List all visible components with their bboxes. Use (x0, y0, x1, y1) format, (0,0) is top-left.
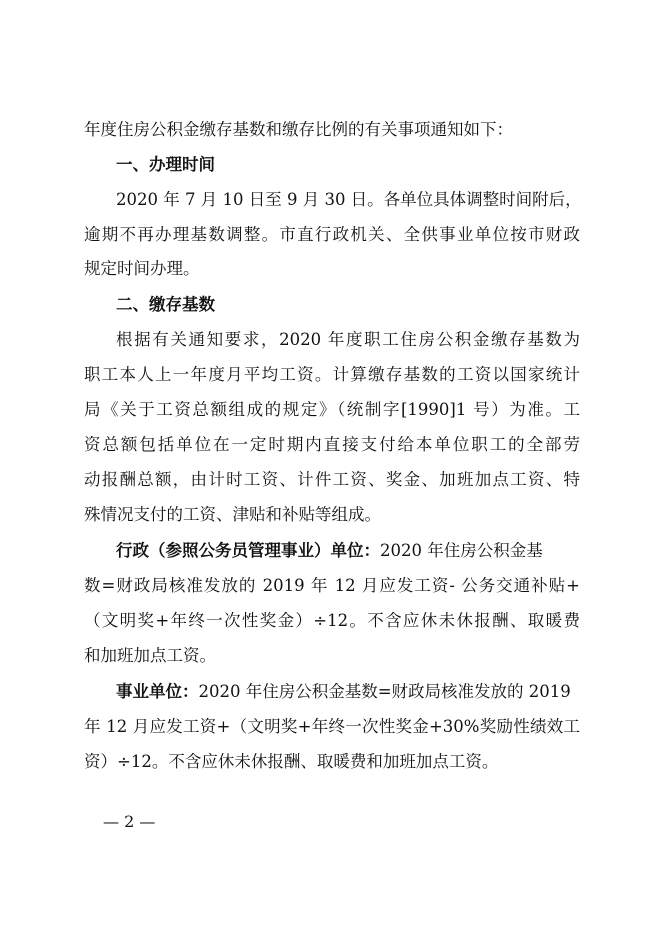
section2-line: 局《关于工资总额组成的规定》（统制字[1990]1 号）为准。工 (84, 400, 580, 419)
admin-unit-text: 2020 年住房公积金基 (380, 541, 543, 560)
section1-heading: 一、办理时间 (116, 155, 215, 174)
section2-heading: 二、缴存基数 (116, 295, 215, 314)
section1-line: 2020 年 7 月 10 日至 9 月 30 日。各单位具体调整时间附后， (116, 190, 582, 209)
admin-unit-line: （文明奖+年终一次性奖金）÷12。不含应休未休报酬、取暖费 (84, 611, 580, 630)
public-unit-text: 2020 年住房公积金基数=财政局核准发放的 2019 (198, 682, 571, 701)
admin-unit-line: 数=财政局核准发放的 2019 年 12 月应发工资- 公务交通补贴+ (84, 576, 580, 595)
section2-line: 职工本人上一年度月平均工资。计算缴存基数的工资以国家统计 (84, 365, 580, 384)
admin-unit-first-line (116, 541, 580, 561)
public-unit-first-line (116, 682, 580, 702)
section2-line: 根据有关通知要求，2020 年度职工住房公积金缴存基数为 (116, 330, 580, 349)
public-unit-line: 年 12 月应发工资+（文明奖+年终一次性奖金+30%奖励性绩效工 (84, 717, 580, 736)
section2-line: 资总额包括单位在一定时期内直接支付给本单位职工的全部劳 (84, 435, 580, 454)
page-number: — 2 — (103, 812, 156, 831)
public-unit-label: 事业单位： (116, 682, 199, 701)
section2-line: 动报酬总额，由计时工资、计件工资、奖金、加班加点工资、特 (84, 470, 580, 489)
admin-unit-label: 行政（参照公务员管理事业）单位： (116, 541, 380, 560)
section2-line: 殊情况支付的工资、津贴和补贴等组成。 (84, 505, 381, 524)
admin-unit-line: 和加班加点工资。 (84, 646, 216, 665)
public-unit-line: 资）÷12。不含应休未休报酬、取暖费和加班加点工资。 (84, 752, 499, 771)
section1-line: 规定时间办理。 (84, 259, 200, 278)
section1-line: 逾期不再办理基数调整。市直行政机关、全供事业单位按市财政 (84, 225, 580, 244)
intro-line: 年度住房公积金缴存基数和缴存比例的有关事项通知如下： (84, 120, 513, 139)
